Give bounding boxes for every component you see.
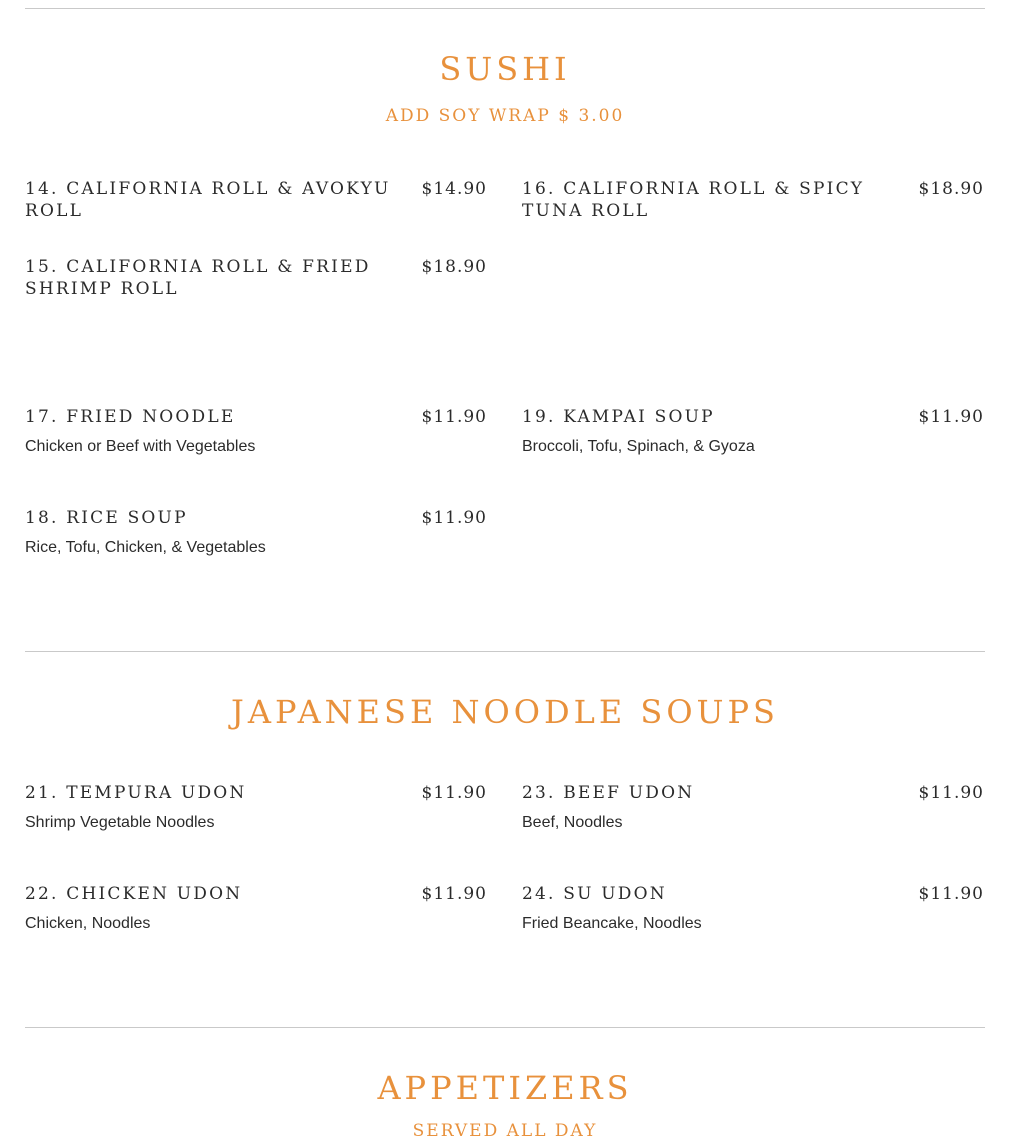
menu-item (522, 178, 984, 222)
menu-item-name: 22. CHICKEN UDON (25, 884, 243, 904)
menu-item-name: 15. CALIFORNIA ROLL & FRIED SHRIMP ROLL (25, 257, 371, 299)
section-divider (25, 1027, 985, 1028)
menu-item-description: Chicken or Beef with Vegetables (25, 438, 256, 455)
menu-item-price: $18.90 (421, 257, 487, 277)
menu-item (522, 406, 984, 457)
menu-item-name: 14. CALIFORNIA ROLL & AVOKYU ROLL (25, 179, 391, 221)
menu-item (25, 883, 487, 934)
menu-item-name: 17. FRIED NOODLE (25, 407, 236, 427)
menu-item-price: $11.90 (918, 884, 984, 904)
section-divider-top (25, 8, 985, 9)
menu-item-price: $11.90 (421, 884, 487, 904)
menu-item-name: 24. SU UDON (522, 884, 667, 904)
section-divider (25, 651, 985, 652)
menu-item-description: Rice, Tofu, Chicken, & Vegetables (25, 539, 266, 556)
menu-item-description: Shrimp Vegetable Noodles (25, 814, 215, 831)
menu-item (25, 507, 487, 558)
menu-item-description: Fried Beancake, Noodles (522, 915, 702, 932)
menu-item (25, 256, 487, 300)
menu-item-name: 21. TEMPURA UDON (25, 783, 247, 803)
menu-item (522, 782, 984, 833)
section-title-sushi: SUSHI (439, 50, 571, 88)
menu-item-description: Broccoli, Tofu, Spinach, & Gyoza (522, 438, 755, 455)
menu-item-name: 23. BEEF UDON (522, 783, 695, 803)
menu-item (25, 406, 487, 457)
menu-item-name: 19. KAMPAI SOUP (522, 407, 715, 427)
menu-item-name: 16. CALIFORNIA ROLL & SPICY TUNA ROLL (522, 179, 865, 221)
section-title-noodle-soups: JAPANESE NOODLE SOUPS (231, 693, 779, 731)
menu-item (25, 178, 487, 222)
section-title-appetizers: APPETIZERS (377, 1069, 633, 1107)
section-subtitle-sushi: ADD SOY WRAP $ 3.00 (385, 106, 625, 126)
menu-item-price: $14.90 (421, 179, 487, 199)
menu-item-price: $11.90 (421, 508, 487, 528)
menu-item-price: $11.90 (421, 407, 487, 427)
section-subtitle-appetizers: SERVED ALL DAY (412, 1121, 598, 1141)
menu-item-description: Beef, Noodles (522, 814, 623, 831)
menu-item-name: 18. RICE SOUP (25, 508, 188, 528)
menu-item (25, 782, 487, 833)
menu-item-price: $11.90 (918, 783, 984, 803)
menu-item-price: $11.90 (918, 407, 984, 427)
menu-item-description: Chicken, Noodles (25, 915, 151, 932)
menu-item-price: $11.90 (421, 783, 487, 803)
menu-item (522, 883, 984, 934)
menu-item-price: $18.90 (918, 179, 984, 199)
